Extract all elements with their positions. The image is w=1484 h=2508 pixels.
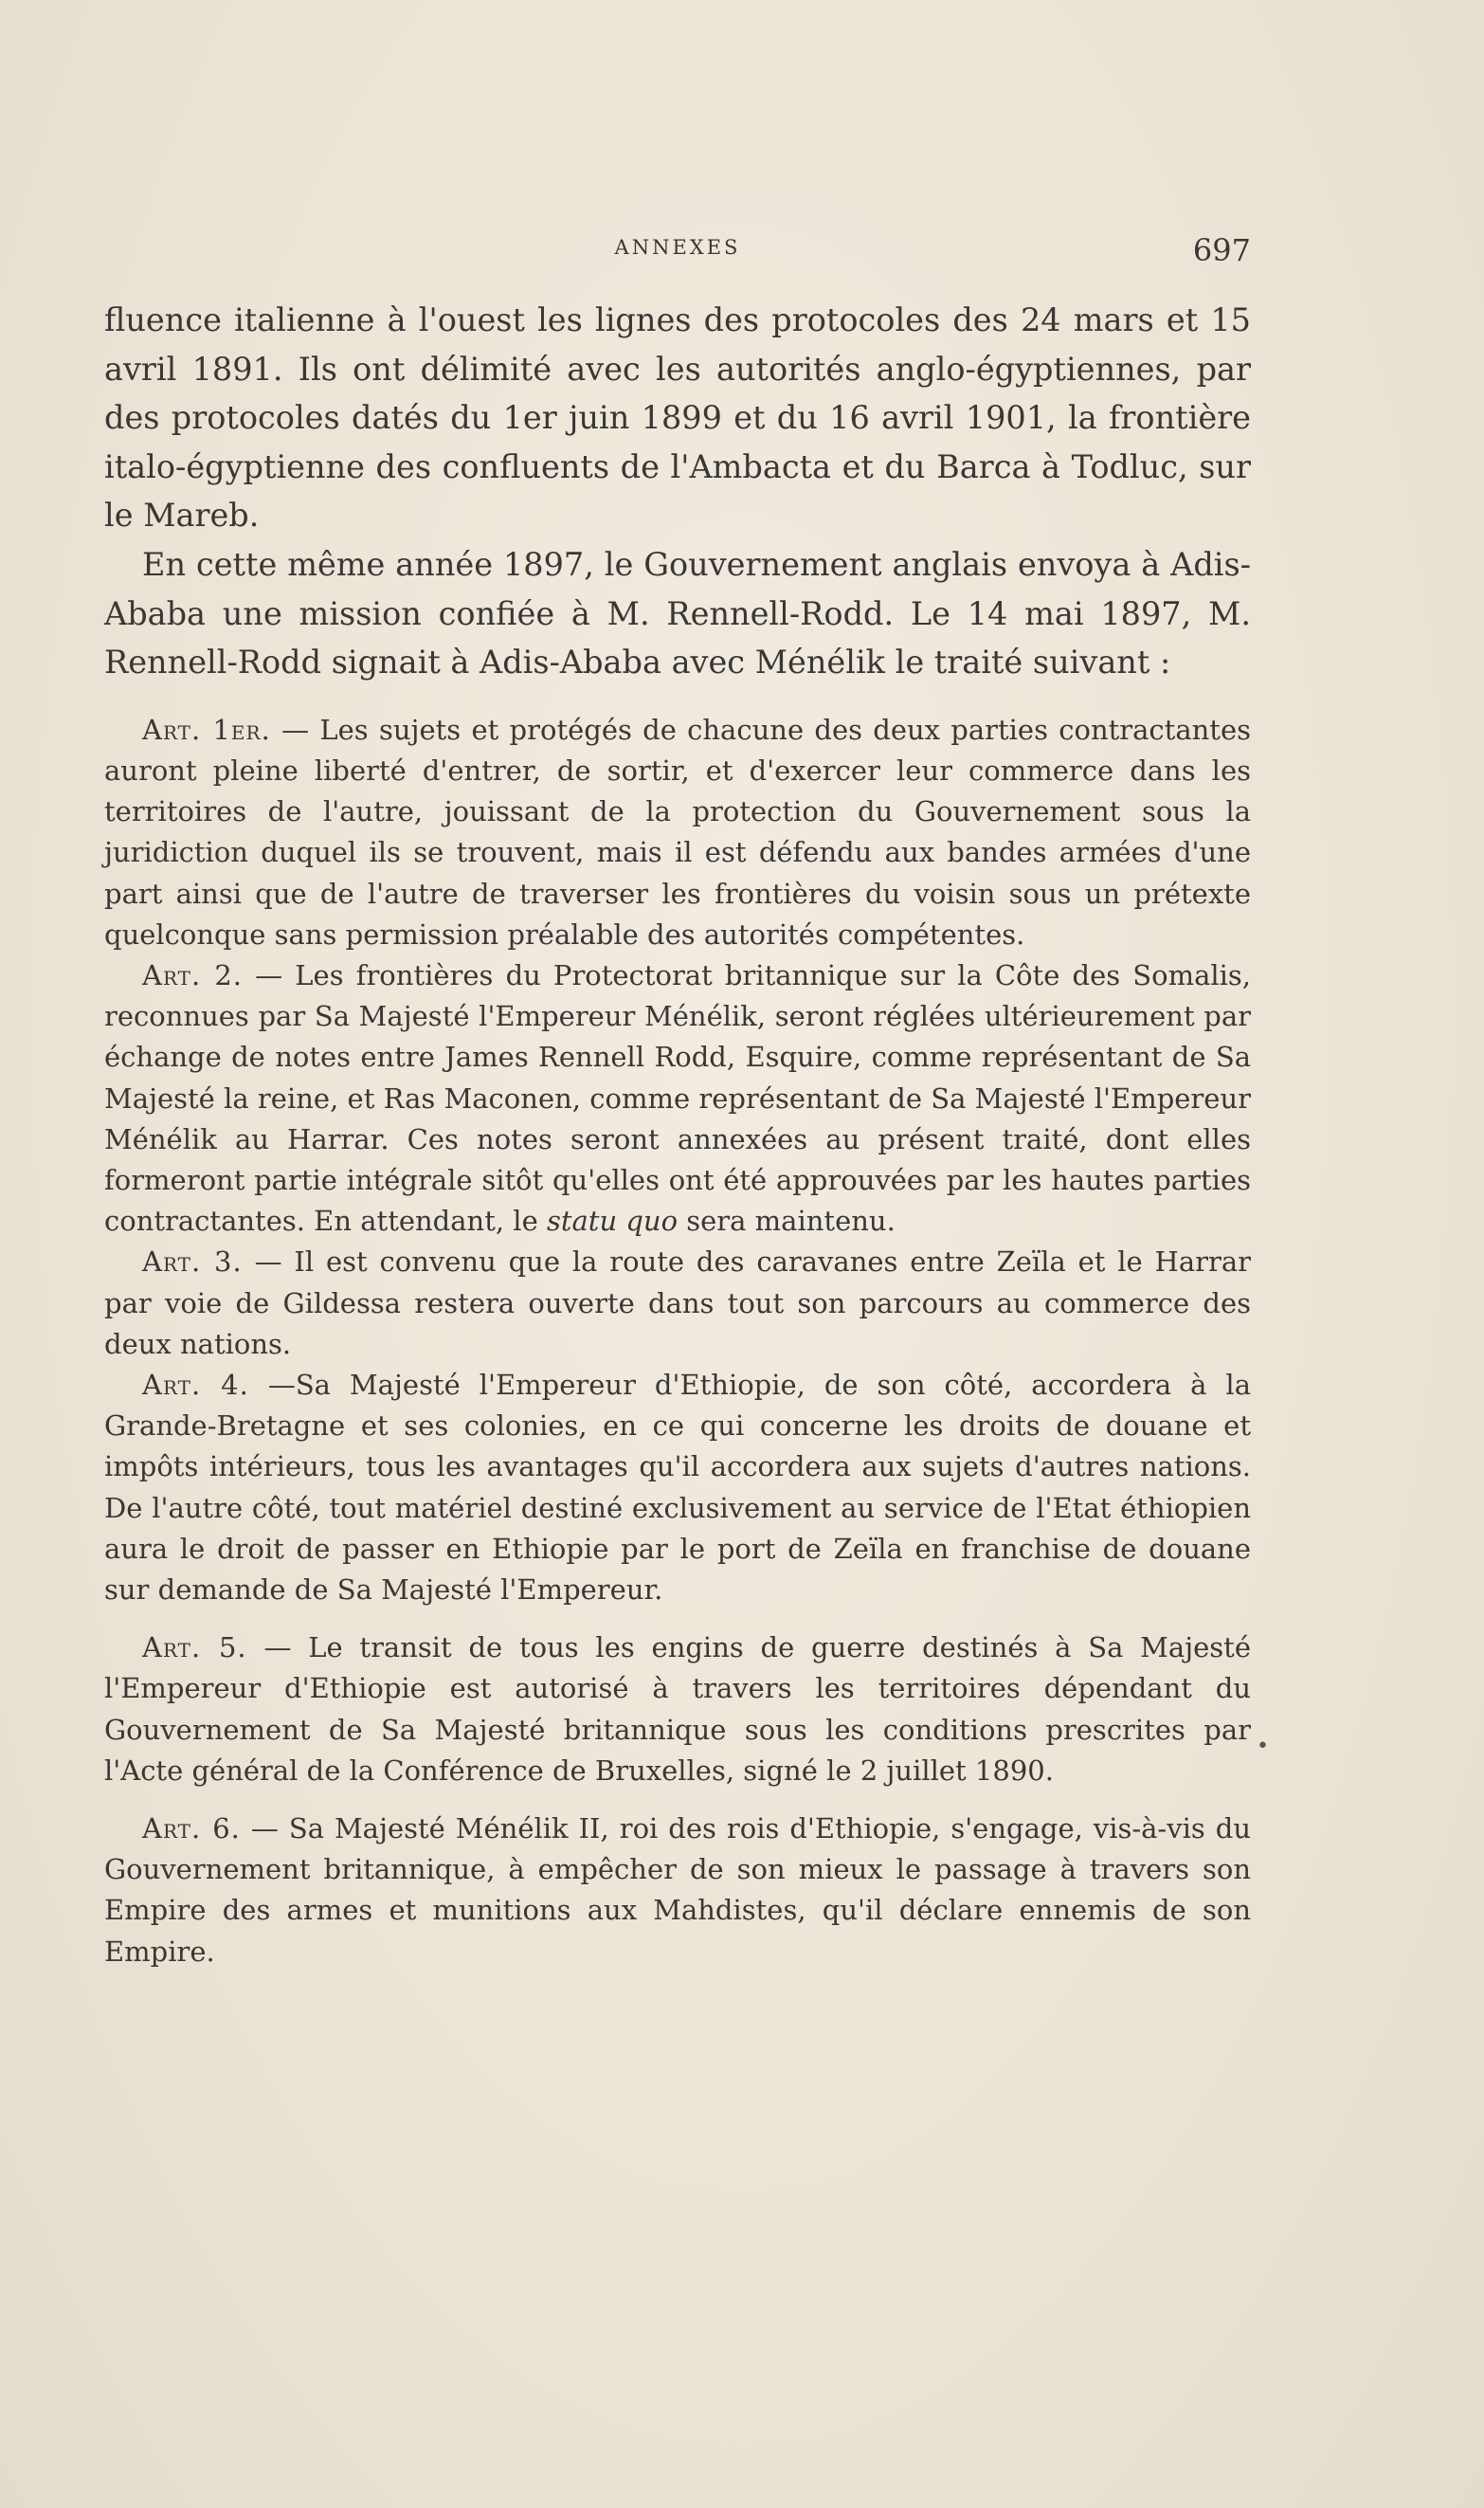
treaty-text	[104, 710, 1251, 1972]
margin-mark: •	[1257, 1735, 1269, 1758]
article-6	[104, 1808, 1251, 1972]
article-label: Art. 6.	[142, 1812, 241, 1845]
intro-paragraph-2: En cette même année 1897, le Gouvernement anglais envoya à Adis-Ababa une mission confiée à M. Rennell-Rodd. Le 14 mai 1897, M. Rennell-Rodd signait à Adis-Ababa avec Ménélik le traité suivant :	[104, 545, 1251, 682]
article-label: Art. 5.	[142, 1631, 247, 1664]
page-body	[104, 296, 1251, 1972]
article-4	[104, 1365, 1251, 1610]
article-italic: statu quo	[546, 1205, 679, 1238]
article-label: Art. 1er.	[142, 713, 271, 746]
article-label: Art. 3.	[142, 1245, 243, 1279]
page-header	[104, 232, 1251, 270]
article-text: — Il est convenu que la route des caravanes entre Zeïla et le Harrar par voie de Gildessa restera ouverte dans tout son parcours au commerce des deux nations.	[104, 1245, 1251, 1360]
article-text-tail: sera maintenu.	[686, 1205, 896, 1238]
page-number: 697	[1192, 232, 1251, 268]
article-2	[104, 955, 1251, 1242]
article-text: — Les frontières du Protectorat britannique sur la Côte des Somalis, reconnues par Sa Majesté l'Empereur Ménélik, seront réglées ultérieurement par échange de notes entre James Rennell Rodd, Esquire, comme représentant de Sa Majesté la reine, et Ras Maconen, comme représentant de Sa Majesté l'Empereur Ménélik au Harrar. Ces notes seront annexées au présent traité, dont elles formeront partie intégrale sitôt qu'elles ont été approuvées par les hautes parties contractantes. En attendant, le	[104, 958, 1252, 1238]
running-head: ANNEXES	[614, 236, 741, 259]
article-text: —Sa Majesté l'Empereur d'Ethiopie, de son côté, accordera à la Grande-Bretagne et ses colonies, en ce qui concerne les droits de douane et impôts intérieurs, tous les avantages qu'il accordera aux sujets d'autres nations. De l'autre côté, tout matériel destiné exclusivement au service de l'Etat éthiopien aura le droit de passer en Ethiopie par le port de Zeïla en franchise de douane sur demande de Sa Majesté l'Empereur.	[104, 1369, 1251, 1607]
article-text: — Sa Majesté Ménélik II, roi des rois d'Ethiopie, s'engage, vis-à-vis du Gouvernement britannique, à empêcher de son mieux le passage à travers son Empire des armes et munitions aux Mahdistes, qu'il déclare ennemis de son Empire.	[104, 1812, 1251, 1968]
article-text: — Le transit de tous les engins de guerre destinés à Sa Majesté l'Empereur d'Ethiopie est autorisé à travers les territoires dépendant du Gouvernement de Sa Majesté britannique sous les conditions prescrites par l'Acte général de la Conférence de Bruxelles, signé le 2 juillet 1890.	[104, 1631, 1251, 1787]
article-5	[104, 1627, 1251, 1791]
article-label: Art. 2.	[142, 958, 244, 991]
intro-paragraph-1: fluence italienne à l'ouest les lignes des protocoles des 24 mars et 15 avril 1891. Ils ont délimité avec les autorités anglo-égyptiennes, par des protocoles datés du 1er juin 1899 et du 16 avril 1901, la frontière italo-égyptienne des confluents de l'Ambacta et du Barca à Todluc, sur le Mareb.	[104, 301, 1251, 535]
article-label: Art. 4.	[142, 1369, 249, 1401]
article-3	[104, 1242, 1251, 1365]
article-1	[104, 710, 1251, 955]
article-text: — Les sujets et protégés de chacune des deux parties contractantes auront pleine liberté d'entrer, de sortir, et d'exercer leur commerce dans les territoires de l'autre, jouissant de la protection du Gouvernement sous la juridiction duquel ils se trouvent, mais il est défendu aux bandes armées d'une part ainsi que de l'autre de traverser les frontières du voisin sous un prétexte quelconque sans permission préalable des autorités compétentes.	[104, 713, 1251, 951]
